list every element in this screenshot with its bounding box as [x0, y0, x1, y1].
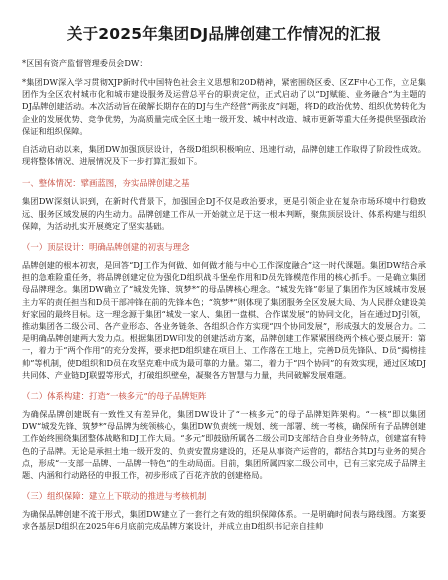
subsection-2-paragraph: 为确保品牌创建既有一致性又有差异化，集团DW设计了“一核多元”的母子品牌矩阵架构。“一核”即以集团DW“城发先锋、筑梦*”母品牌为统领核心，集团DW负责统一规划、统一部署、统一考核，确保所有子品牌创建工作始终围绕集团整体战略和DJ工作大局。“多元”即鼓励所属各二级公司D支部结合自身业务特点，创建富有特色的子品牌。无论是承担土地一级开发的、负责安置房建设的，还是从事资产运营的，都结合其DJ与业务的契合点，形成“一支部一品牌、一品牌一特色”的生动局面。目前，集团所属四家二级公司中，已有三家完成子品牌主题、内涵和行动路径的申报工作，初步形成了百花齐放的创建格局。 [22, 409, 426, 481]
subsection-1-heading: （一）顶层设计：明确品牌创建的初衷与理念 [22, 242, 190, 253]
intro-paragraph-2: 自活动启动以来，集团DW加强顶层设计，各级D组织积极响应、迅速行动，品牌创建工作取得了阶段性成效。现将整体情况、进展情况及下一步打算汇报如下。 [22, 144, 426, 167]
subsection-3-paragraph: 为确保品牌创建不流于形式，集团DW建立了一套行之有效的组织保障体系。一是明确时间表与路线图。方案要求各基层D组织在2025年6月底前完成品牌方案设计，并成立由D组织书记亲自挂帅 [22, 509, 426, 532]
section-1-paragraph: 集团DW深刻认识到，在新时代背景下，加强国企DJ不仅是政治要求，更是引领企业在复杂市场环境中行稳致远、服务区域发展的内生动力。品牌创建工作从一开始就立足于这一根本判断，聚焦顶层设计、体系构建与组织保障，为活动扎实开展奠定了坚实基础。 [22, 196, 426, 231]
subsection-3-heading: （三）组织保障：建立上下联动的推进与考核机制 [22, 491, 207, 502]
subsection-1-paragraph: 品牌创建的根本初衷，是回答“DJ工作为何做、如何做才能与中心工作深度融合”这一时代课题。集团DW结合承担的急难险重任务，将品牌创建定位为强化D组织战斗堡垒作用和D员先锋模范作用的核心抓手。一是确立集团母品牌理念。集团DW确立了“城发先锋、筑梦*”的母品牌核心理念。“城发先锋”彰显了集团作为区域城市发展主力军的责任担当和D员干部冲锋在前的先锋本色；“筑梦*”则体现了集团服务全区发展大局、为人民群众建设美好家园的最终目标。这一理念源于集团“城发一家人、集团一盘棋、合作谋发展”的协同文化，旨在通过DJ引领，推动集团各二级公司、各产业形态、各业务链条、各组织合作方实现“四个协同发展”，形成强大的发展合力。二是明确品牌创建两大发力点。根据集团DW印发的创建活动方案，品牌创建工作紧紧围绕两个核心要点展开：第一，着力于“两个作用”的充分发挥，要求把D组织建在项目上、工作落在工地上，完善D员先锋队、D员“揭榜挂帅”等机制，使D组织和D员在攻坚克难中成为最可靠的力量。第二，着力于“四个协同”的有效实现，通过区域DJ共同体、产业链DJ联盟等形式，打破组织壁垒，凝聚各方智慧与力量，共同破解发展难题。 [22, 260, 426, 380]
section-1-heading: 一、整体情况：擘画蓝图，夯实品牌创建之基 [22, 178, 190, 189]
greeting-line: *区国有资产监督管理委员会DW： [22, 58, 148, 68]
intro-paragraph: *集团DW深入学习贯彻XJP新时代中国特色社会主义思想和20D精神，紧密围绕区委、区ZF中心工作，立足集团作为全区农村城市化和城市建设服务及运营总平台的职责定位，正式启动了以“DJ赋能、业务融合”为主题的DJ品牌创建活动。本次活动旨在破解长期存在的DJ与生产经营“两张皮”问题，将D的政治优势、组织优势转化为企业的发展优势、竞争优势，为高质量完成全区土地一级开发、城中村改造、城市更新等重大任务提供坚强政治保证和组织保障。 [22, 77, 426, 136]
document-title: 关于2025年集团DJ品牌创建工作情况的汇报 [66, 25, 382, 43]
subsection-2-heading: （二）体系构建：打造“一核多元”的母子品牌矩阵 [22, 391, 207, 402]
